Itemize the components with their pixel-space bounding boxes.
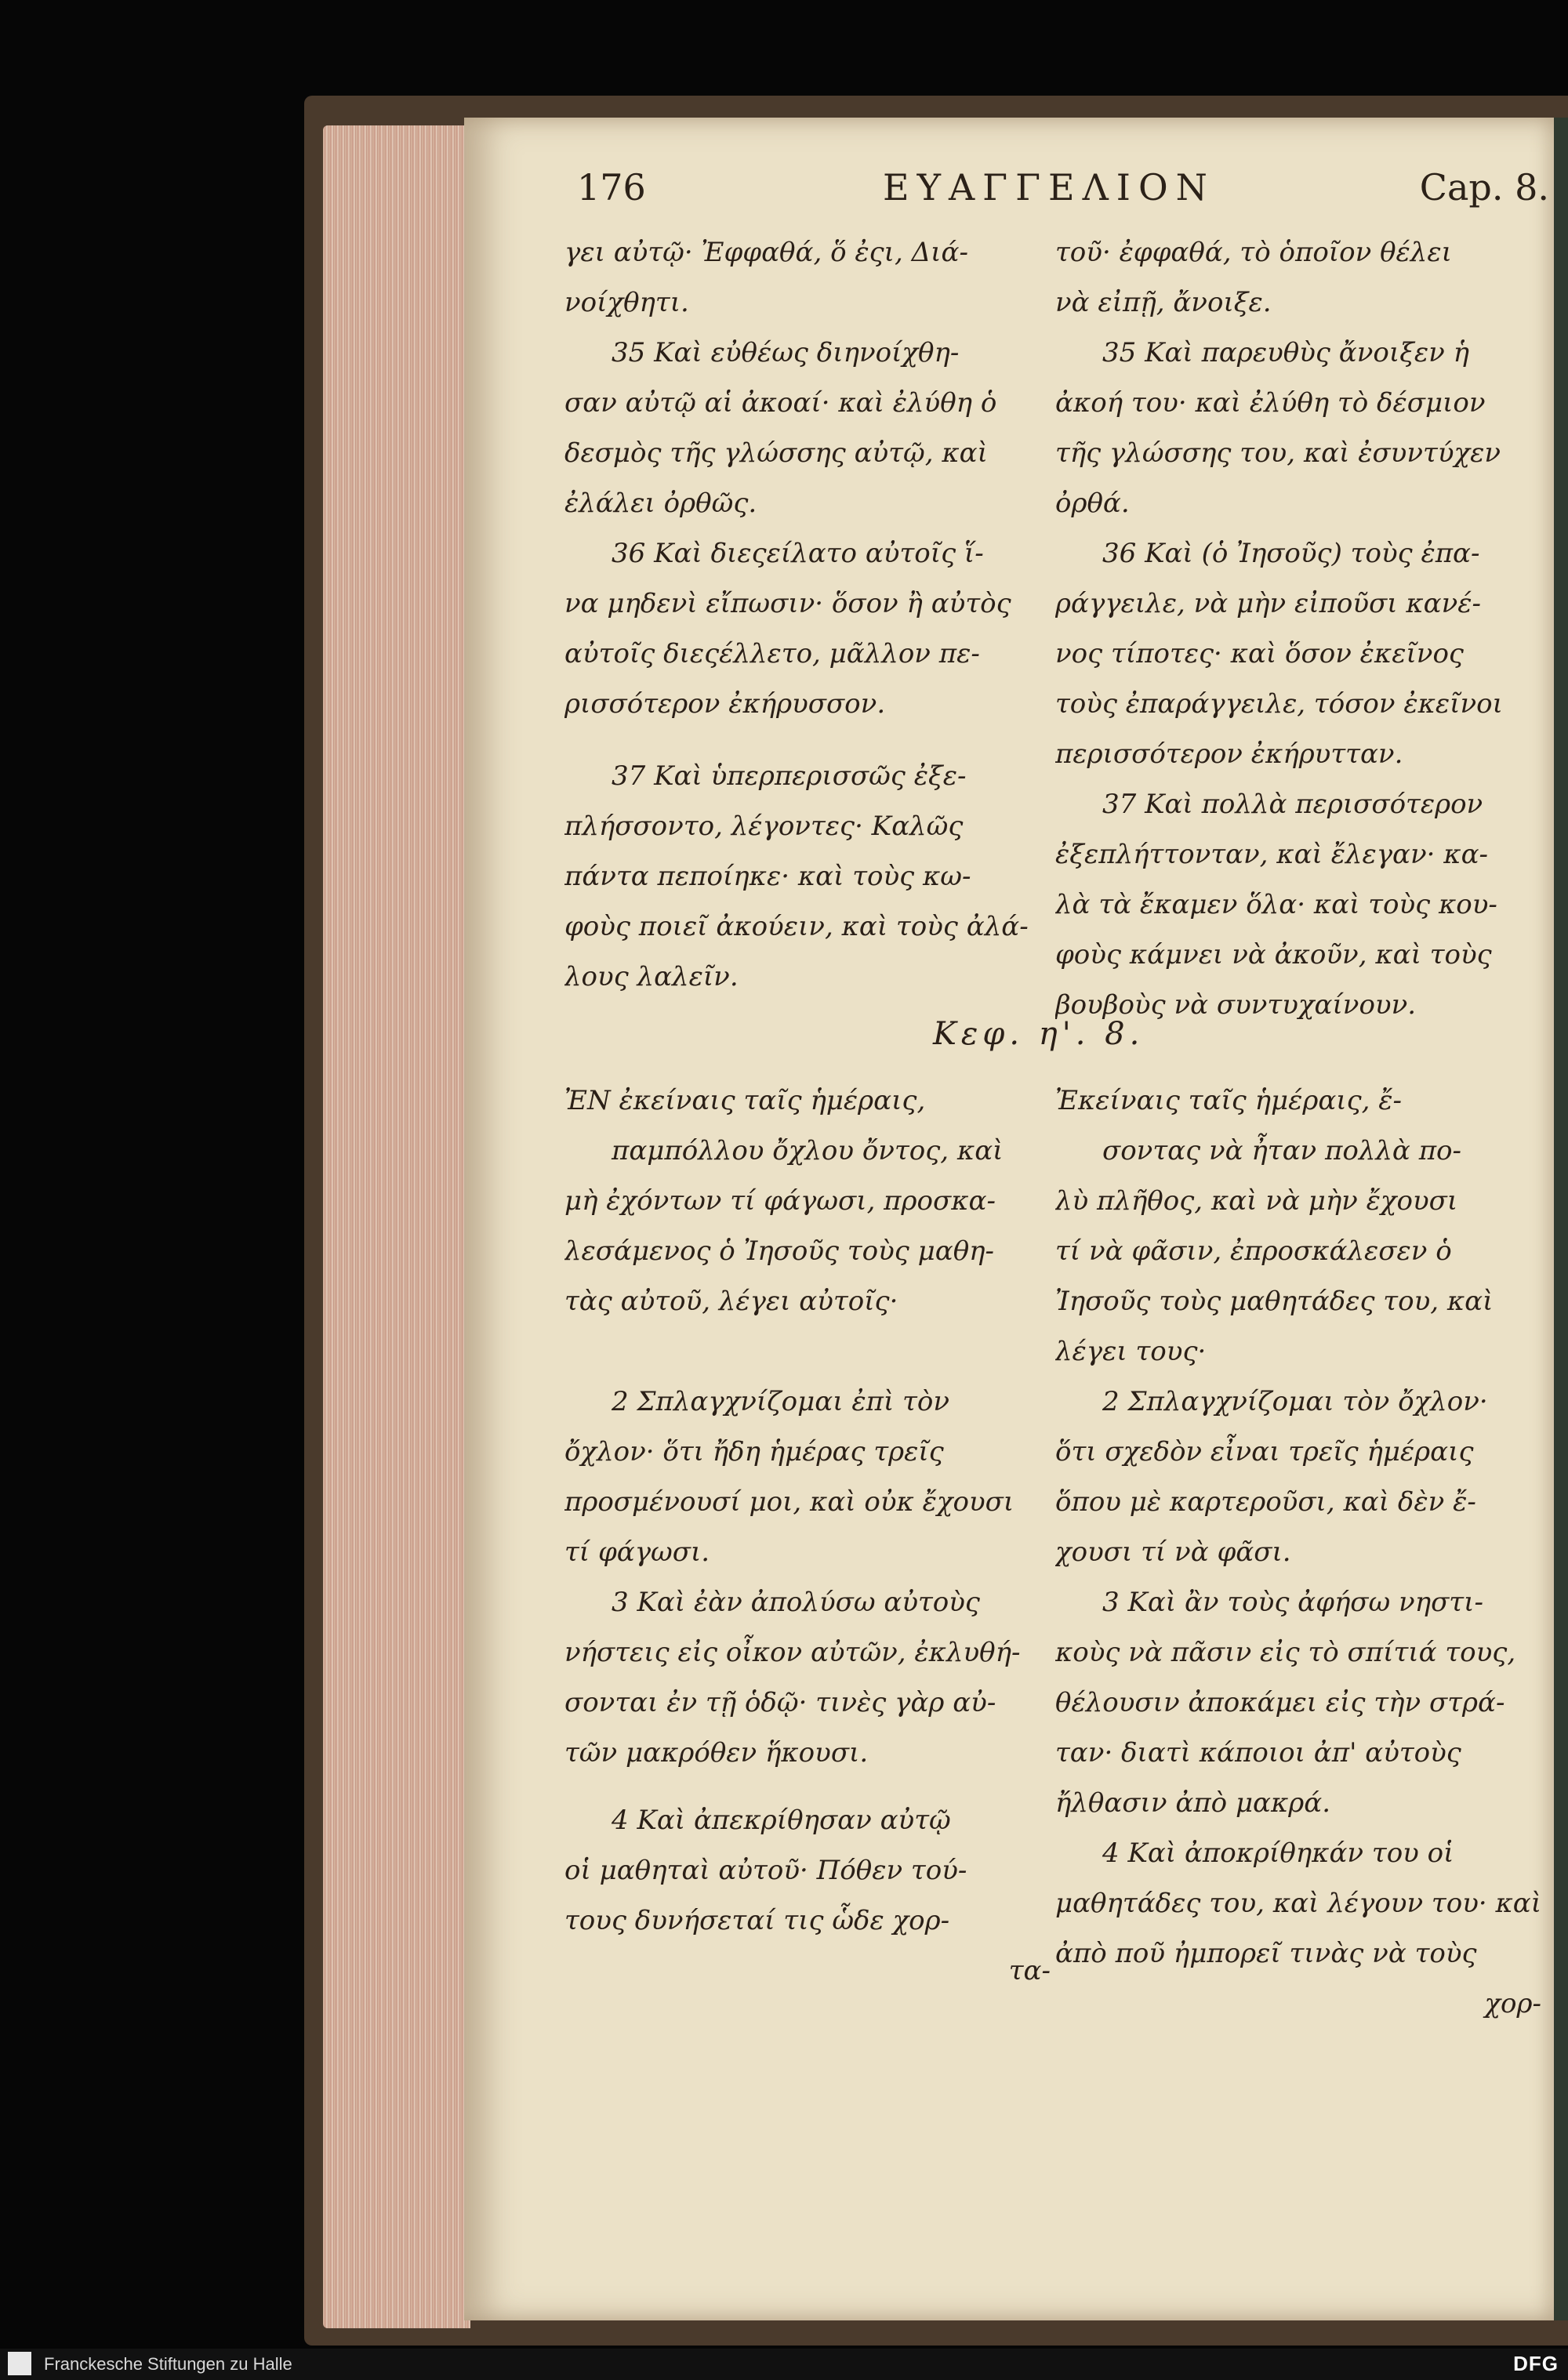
text-line: φοὺς ποιεῖ ἀκούειν, καὶ τοὺς ἀλά- xyxy=(564,911,1029,942)
verse-line: 36 Καὶ (ὁ Ἰησοῦς) τοὺς ἐπα- xyxy=(1102,538,1480,569)
text-line: λους λαλεῖν. xyxy=(564,961,739,992)
text-line: θέλουσιν ἀποκάμει εἰς τὴν στρά- xyxy=(1055,1687,1505,1718)
text-line: λὺ πλῆθος, καὶ νὰ μὴν ἔχουσι xyxy=(1055,1185,1458,1217)
text-line: Ἐκείναις ταῖς ἡμέραις, ἔ- xyxy=(1055,1085,1403,1116)
text-line: τους δυνήσεταί τις ὧδε χορ- xyxy=(564,1905,950,1936)
text-line: τί νὰ φᾶσιν, ἐπροσκάλεσεν ὁ xyxy=(1055,1235,1452,1267)
text-line: ἐξεπλήττονταν, καὶ ἔλεγαν· κα- xyxy=(1055,839,1489,870)
right-chapter8-block xyxy=(1055,1076,1541,2029)
text-line: ὀρθά. xyxy=(1055,488,1130,519)
funder-logo: DFG xyxy=(1513,2352,1559,2375)
text-line: φοὺς κάμνει νὰ ἀκοῦν, καὶ τοὺς xyxy=(1055,939,1492,971)
text-line: τοῦ· ἐφφαθά, τὸ ὁποῖον θέλει xyxy=(1055,237,1452,268)
verse-line: 2 Σπλαγχνίζομαι ἐπὶ τὸν xyxy=(612,1386,950,1417)
left-verse-37 xyxy=(564,751,1051,1002)
text-line: ράγγειλε, νὰ μὴν εἰποῦσι κανέ- xyxy=(1055,588,1482,619)
text-line: παμπόλλου ὄχλου ὄντος, καὶ xyxy=(612,1135,1004,1166)
left-verse-2 xyxy=(564,1377,1051,1778)
text-line: σοντας νὰ ἦταν πολλὰ πο- xyxy=(1102,1135,1462,1166)
verse-line: 4 Καὶ ἀποκρίθηκάν του οἱ xyxy=(1102,1838,1454,1869)
text-line: τὰς αὐτοῦ, λέγει αὐτοῖς· xyxy=(564,1286,898,1317)
text-line: πλήσσοντο, λέγοντες· Καλῶς xyxy=(564,811,964,842)
text-line: πάντα πεποίηκε· καὶ τοὺς κω- xyxy=(564,861,971,892)
page-gutter-edge xyxy=(1554,118,1568,2320)
left-chapter8-block xyxy=(564,1076,1051,1326)
institution-credit: Franckesche Stiftungen zu Halle xyxy=(44,2354,292,2374)
text-line: τῶν μακρόθεν ἥκουσι. xyxy=(564,1737,869,1769)
verse-line: 35 Καὶ παρευθὺς ἄνοιξεν ἡ xyxy=(1102,337,1470,368)
text-line: κοὺς νὰ πᾶσιν εἰς τὸ σπίτιά τους, xyxy=(1055,1637,1516,1668)
text-line: οἱ μαθηταὶ αὐτοῦ· Πόθεν τού- xyxy=(564,1855,967,1886)
text-line: Ἰησοῦς τοὺς μαθητάδες του, καὶ xyxy=(1055,1286,1494,1317)
text-line: ταν· διατὶ κάποιοι ἀπ' αὐτοὺς xyxy=(1055,1737,1461,1769)
text-line: τί φάγωσι. xyxy=(564,1536,710,1568)
text-line: ἀπὸ ποῦ ἠμπορεῖ τινὰς νὰ τοὺς xyxy=(1055,1938,1477,1969)
text-line: σαν αὐτῷ αἱ ἀκοαί· καὶ ἐλύθη ὁ xyxy=(564,387,997,419)
text-line: νος τίποτες· καὶ ὅσον ἐκεῖνος xyxy=(1055,638,1464,669)
text-line: τοὺς ἐπαράγγειλε, τόσον ἐκεῖνοι xyxy=(1055,688,1503,720)
text-line: προσμένουσί μοι, καὶ οὐκ ἔχουσι xyxy=(564,1486,1014,1518)
institution-logo-icon xyxy=(8,2352,31,2375)
running-header xyxy=(577,166,1549,221)
running-title: ΕΥΑΓΓΕΛΙΟΝ xyxy=(883,166,1215,209)
text-line: μὴ ἐχόντων τί φάγωσι, προσκα- xyxy=(564,1185,996,1217)
text-line: ὅτι σχεδὸν εἶναι τρεῖς ἡμέραις xyxy=(1055,1436,1474,1468)
left-top-block xyxy=(564,227,1051,729)
catchword: χορ- xyxy=(1484,1988,1541,2019)
verse-line: 3 Καὶ ἂν τοὺς ἀφήσω νηστι- xyxy=(1102,1587,1483,1618)
text-line: περισσότερον ἐκήρυτταν. xyxy=(1055,738,1403,770)
text-line: ἀκοή του· καὶ ἐλύθη τὸ δέσμιον xyxy=(1055,387,1486,419)
text-line: τῆς γλώσσης του, καὶ ἐσυντύχεν xyxy=(1055,437,1501,469)
text-line: αὐτοῖς διεςέλλετο, μᾶλλον πε- xyxy=(564,638,980,669)
verse-line: 36 Καὶ διεςείλατο αὐτοῖς ἵ- xyxy=(612,538,984,569)
left-verse-4 xyxy=(564,1795,1051,1996)
text-line: νοίχθητι. xyxy=(564,287,689,318)
text-line: να μηδενὶ εἴπωσιν· ὅσον ἢ αὐτὸς xyxy=(564,588,1011,619)
verse-line: 35 Καὶ εὐθέως διηνοίχθη- xyxy=(612,337,960,368)
text-line: σονται ἐν τῇ ὁδῷ· τινὲς γὰρ αὐ- xyxy=(564,1687,996,1718)
chapter-heading: Κεφ. η'. 8. xyxy=(933,1016,1145,1052)
text-line: βουβοὺς νὰ συντυχαίνουν. xyxy=(1055,989,1417,1021)
verse-line: 4 Καὶ ἀπεκρίθησαν αὐτῷ xyxy=(612,1805,951,1836)
right-top-block xyxy=(1055,227,1541,1030)
text-line: χουσι τί νὰ φᾶσι. xyxy=(1055,1536,1291,1568)
verse-line: 3 Καὶ ἐὰν ἀπολύσω αὐτοὺς xyxy=(612,1587,980,1618)
text-line: ρισσότερον ἐκήρυσσον. xyxy=(564,688,886,720)
verse-line: 37 Καὶ ὑπερπερισσῶς ἐξε- xyxy=(612,760,967,792)
page-edges xyxy=(323,125,470,2328)
text-line: λέγει τους· xyxy=(1055,1336,1207,1367)
page-number: 176 xyxy=(577,166,646,209)
catchword: τα- xyxy=(1008,1955,1051,1986)
text-line: ἘΝ ἐκείναις ταῖς ἡμέραις, xyxy=(564,1085,926,1116)
text-line: λὰ τὰ ἔκαμεν ὅλα· καὶ τοὺς κου- xyxy=(1055,889,1497,920)
chapter-label: Cap. 8. xyxy=(1419,166,1549,209)
verse-line: 2 Σπλαγχνίζομαι τὸν ὄχλον· xyxy=(1102,1386,1488,1417)
text-line: γει αὐτῷ· Ἐφφαθά, ὅ ἐςι, Διά- xyxy=(564,237,968,268)
text-line: δεσμὸς τῆς γλώσσης αὐτῷ, καὶ xyxy=(564,437,988,469)
verse-line: 37 Καὶ πολλὰ περισσότερον xyxy=(1102,789,1483,820)
text-line: ἐλάλει ὀρθῶς. xyxy=(564,488,757,519)
text-line: μαθητάδες του, καὶ λέγουν του· καὶ xyxy=(1055,1888,1541,1919)
text-line: ὅπου μὲ καρτεροῦσι, καὶ δὲν ἔ- xyxy=(1055,1486,1476,1518)
text-line: λεσάμενος ὁ Ἰησοῦς τοὺς μαθη- xyxy=(564,1235,995,1267)
text-line: ἤλθασιν ἀπὸ μακρά. xyxy=(1055,1787,1331,1819)
text-line: ὄχλον· ὅτι ἤδη ἡμέρας τρεῖς xyxy=(564,1436,944,1468)
text-line: νὰ εἰπῇ, ἄνοιξε. xyxy=(1055,287,1272,318)
text-line: νήστεις εἰς οἶκον αὐτῶν, ἐκλυθή- xyxy=(564,1637,1021,1668)
